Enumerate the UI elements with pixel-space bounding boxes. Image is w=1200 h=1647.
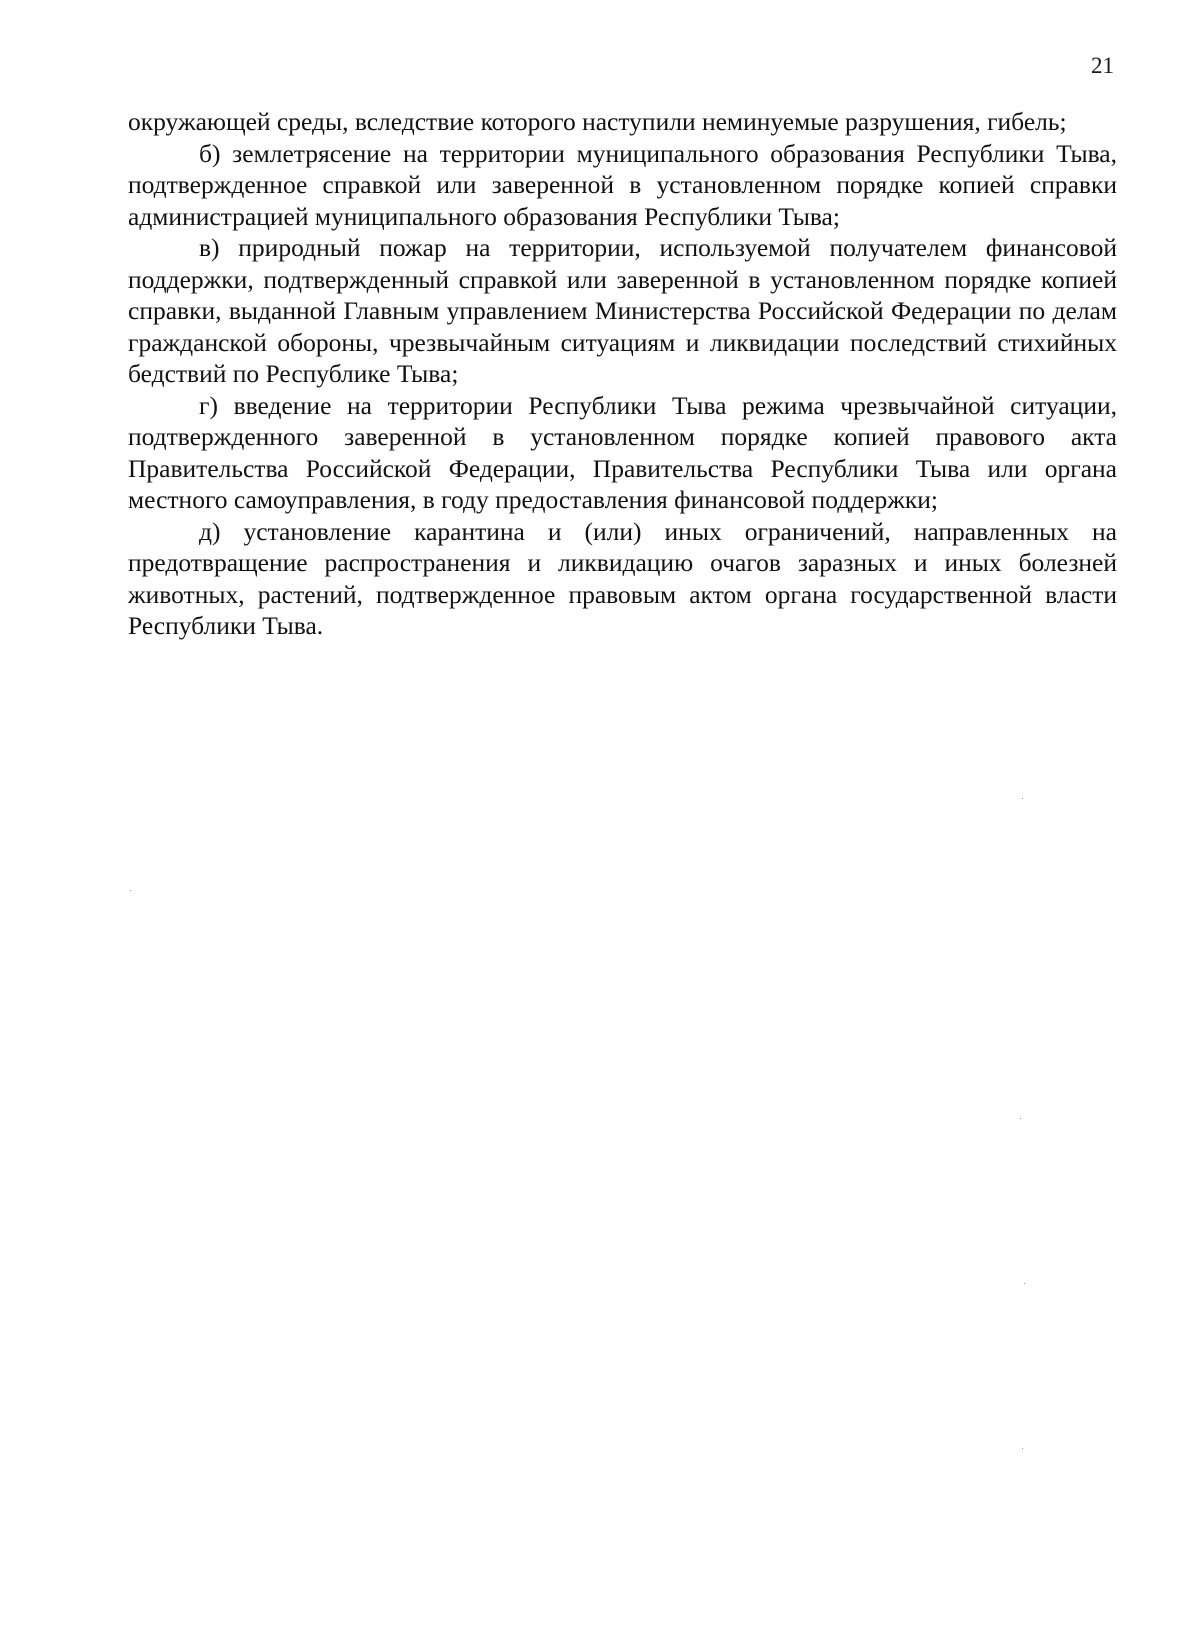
scan-speck: [1022, 1448, 1023, 1449]
paragraph-item-g: г) введение на территории Республики Тыва режима чрезвычайной ситуации, подтвержденного заверенной в установленном порядке копией правового акта Правительства Российской Федерации, Правительства Республики Тыва или органа местного самоуправления, в году предоставления финансовой поддержки;: [128, 390, 1117, 514]
paragraph-continuation: окружающей среды, вследствие которого наступили неминуемые разрушения, гибель;: [128, 107, 1067, 136]
scan-speck: [1020, 1118, 1021, 1119]
paragraph-item-v: в) природный пожар на территории, используемой получателем финансовой поддержки, подтвержденный справкой или заверенной в установленном порядке копией справки, выданной Главным управлением Министерства Российской Федерации по делам гражданской обороны, чрезвычайным ситуациям и ликвидации последствий стихийных бедствий по Республике Тыва;: [128, 233, 1117, 388]
scan-speck: [1022, 798, 1023, 799]
page-number: 21: [1091, 53, 1114, 78]
paragraph-item-b: б) землетрясение на территории муниципального образования Республики Тыва, подтвержденное справкой или заверенной в установленном порядке копией справки администрацией муниципального образования Республики Тыва;: [128, 138, 1117, 231]
scan-speck: [1024, 1283, 1025, 1284]
document-body: [128, 106, 1117, 642]
scan-speck: [130, 890, 131, 891]
paragraph-item-d: д) установление карантина и (или) иных ограничений, направленных на предотвращение распространения и ликвидацию очагов заразных и иных болезней животных, растений, подтвержденное правовым актом органа государственной власти Республики Тыва.: [128, 516, 1117, 640]
